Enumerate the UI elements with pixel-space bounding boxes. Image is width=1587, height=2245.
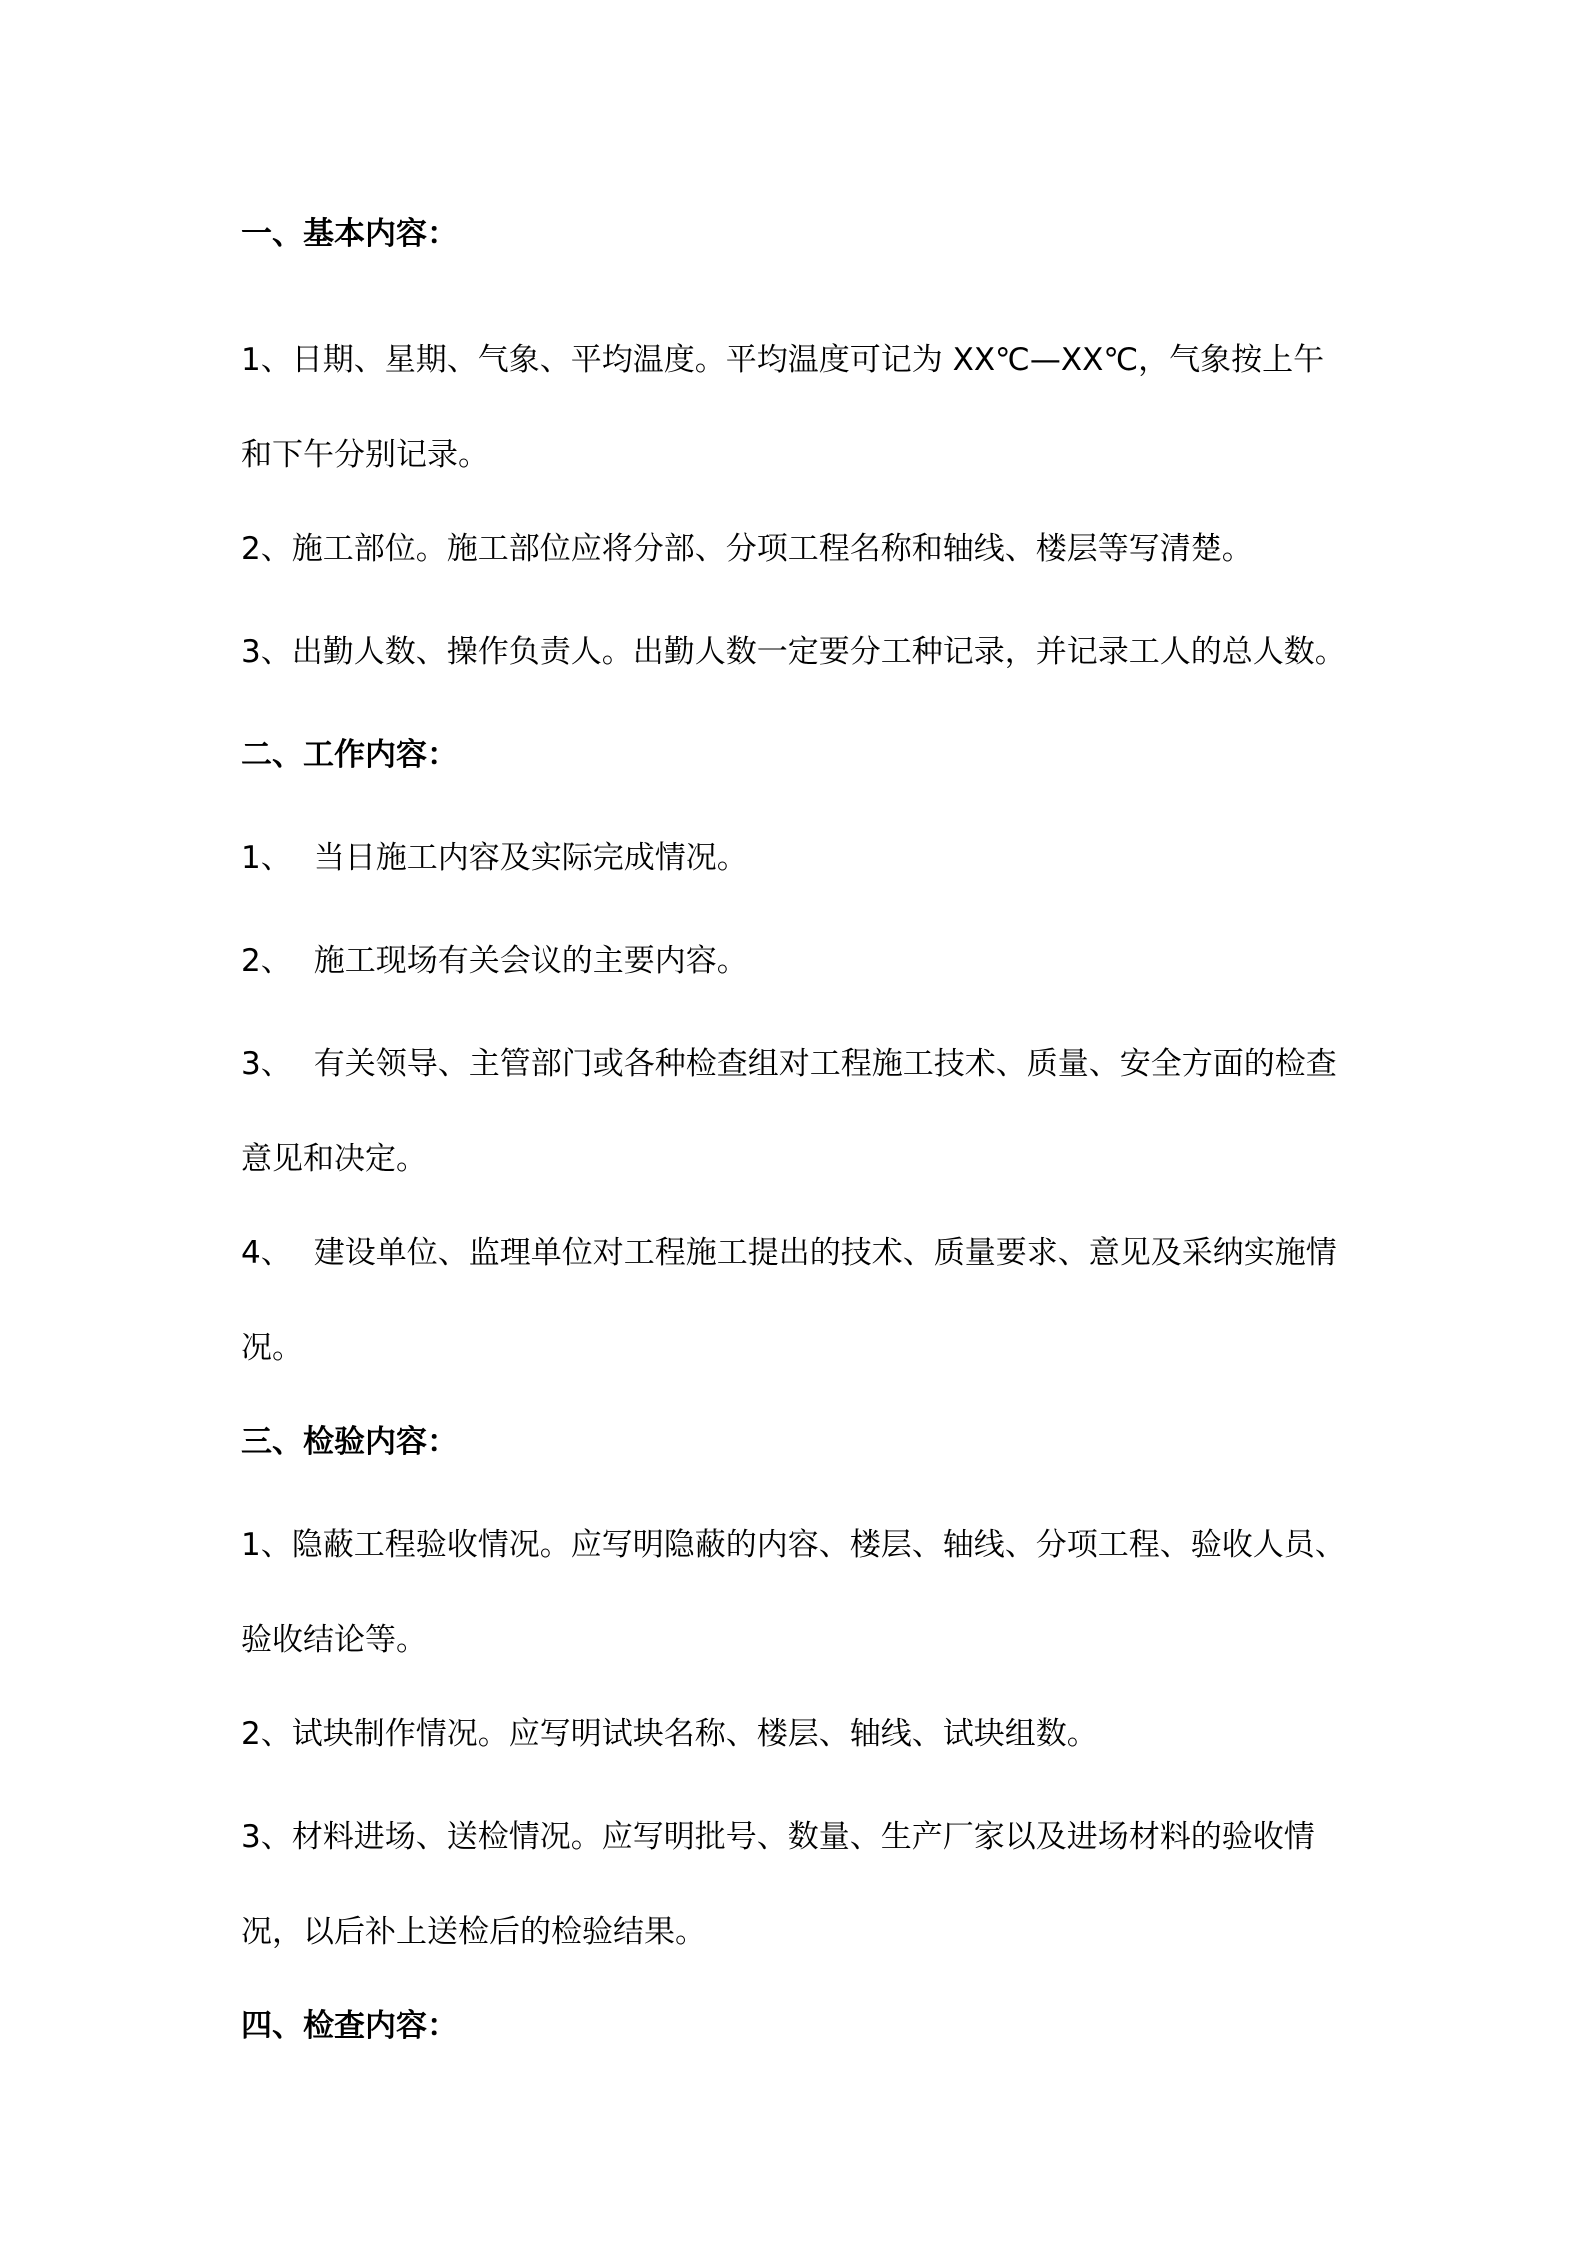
document-body [241,214,1359,2078]
section-heading-basic: 一、基本内容： [241,216,458,252]
item-number: 3、 [241,634,292,670]
list-item-continuation: 况，以后补上送检后的检验结果。 [241,1914,706,1950]
item-number: 2、 [241,943,292,979]
list-item [241,1013,1359,1116]
list-item-continuation: 况。 [241,1330,303,1366]
item-number: 4、 [241,1235,292,1271]
item-text: 施工现场有关会议的主要内容。 [313,943,748,979]
list-item [241,601,1359,704]
section-heading-check: 四、检查内容： [241,2008,458,2044]
item-text: 日期、星期、气象、平均温度。平均温度可记为 XX℃—XX℃，气象按上午 [291,342,1325,378]
item-text: 材料进场、送检情况。应写明批号、数量、生产厂家以及进场材料的验收情 [291,1819,1315,1855]
list-item [241,910,1359,1013]
list-item [241,1786,1359,1889]
list-item [241,1202,1359,1305]
item-text: 施工部位。施工部位应将分部、分项工程名称和轴线、楼层等写清楚。 [291,531,1253,567]
item-number: 2、 [241,1716,292,1752]
item-number: 1、 [241,840,292,876]
section-heading-inspection: 三、检验内容： [241,1424,458,1460]
list-item-continuation: 意见和决定。 [241,1141,427,1177]
item-number: 1、 [241,1527,292,1563]
item-number: 2、 [241,531,292,567]
item-number: 1、 [241,342,292,378]
list-item [241,498,1359,601]
section-heading-work: 二、工作内容： [241,737,458,773]
list-item [241,807,1359,910]
list-item [241,1683,1359,1786]
list-item [241,309,1359,412]
item-text: 试块制作情况。应写明试块名称、楼层、轴线、试块组数。 [291,1716,1098,1752]
item-text: 出勤人数、操作负责人。出勤人数一定要分工种记录，并记录工人的总人数。 [291,634,1346,670]
list-item-continuation: 和下午分别记录。 [241,437,489,473]
item-text: 隐蔽工程验收情况。应写明隐蔽的内容、楼层、轴线、分项工程、验收人员、 [291,1527,1346,1563]
item-number: 3、 [241,1819,292,1855]
item-text: 有关领导、主管部门或各种检查组对工程施工技术、质量、安全方面的检查 [313,1046,1337,1082]
item-number: 3、 [241,1046,292,1082]
list-item-continuation: 验收结论等。 [241,1622,427,1658]
item-text: 建设单位、监理单位对工程施工提出的技术、质量要求、意见及采纳实施情 [313,1235,1337,1271]
list-item [241,1494,1359,1597]
item-text: 当日施工内容及实际完成情况。 [313,840,748,876]
